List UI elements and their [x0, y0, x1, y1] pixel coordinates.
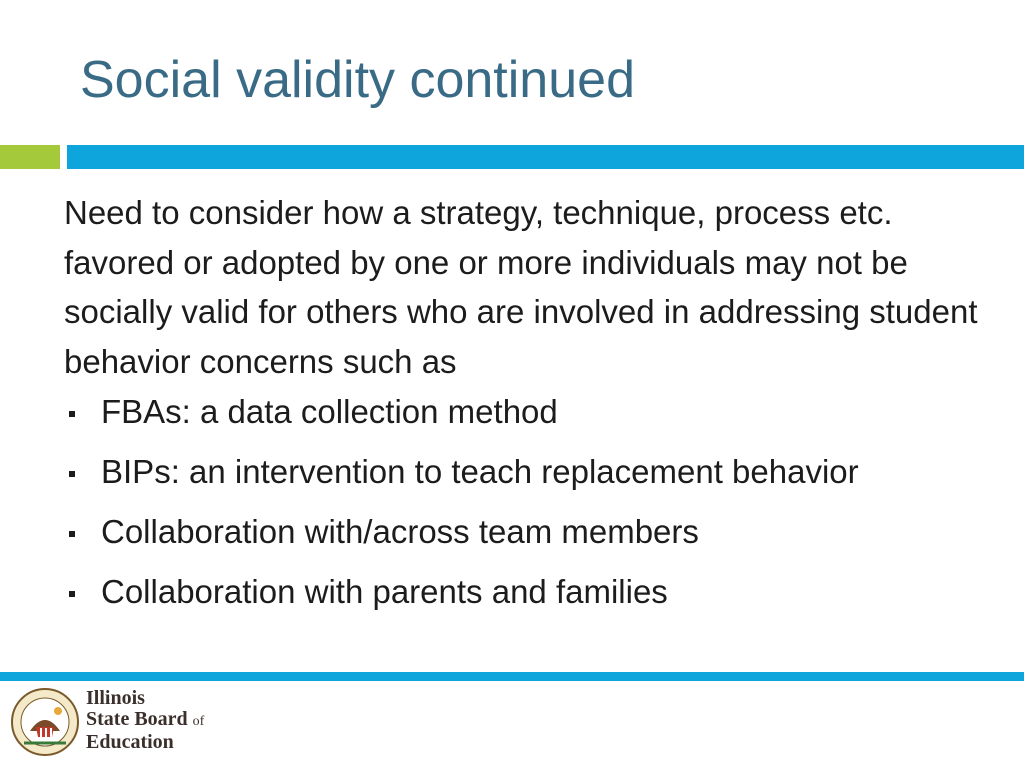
bullet-item — [64, 572, 984, 612]
intro-paragraph: Need to consider how a strategy, technique, process etc. favored or adopted by one or more individuals may not be socially valid for others who are involved in addressing student behavior concerns such as — [64, 194, 978, 380]
bullet-text: Collaboration with parents and families — [101, 573, 668, 610]
bullet-text: FBAs: a data collection method — [101, 393, 558, 430]
footer-divider — [0, 672, 1024, 681]
bullet-list — [64, 392, 984, 612]
slide-title: Social validity continued — [80, 51, 635, 109]
accent-bar-green — [0, 145, 60, 169]
square-bullet-icon — [69, 411, 75, 417]
square-bullet-icon — [69, 531, 75, 537]
bullet-item — [64, 452, 984, 492]
logo-line-state-board: State Board of — [86, 708, 205, 730]
logo-line-education: Education — [86, 731, 174, 753]
bullet-text: Collaboration with/across team members — [101, 513, 699, 550]
accent-bar-blue — [67, 145, 1024, 169]
bullet-item — [64, 512, 984, 552]
slide-body — [64, 188, 984, 632]
illinois-seal-icon — [10, 687, 80, 757]
bullet-text: BIPs: an intervention to teach replacement behavior — [101, 453, 859, 490]
isbe-logo — [86, 688, 204, 753]
logo-line-illinois: Illinois — [86, 687, 145, 709]
square-bullet-icon — [69, 591, 75, 597]
bullet-item — [64, 392, 984, 432]
square-bullet-icon — [69, 471, 75, 477]
